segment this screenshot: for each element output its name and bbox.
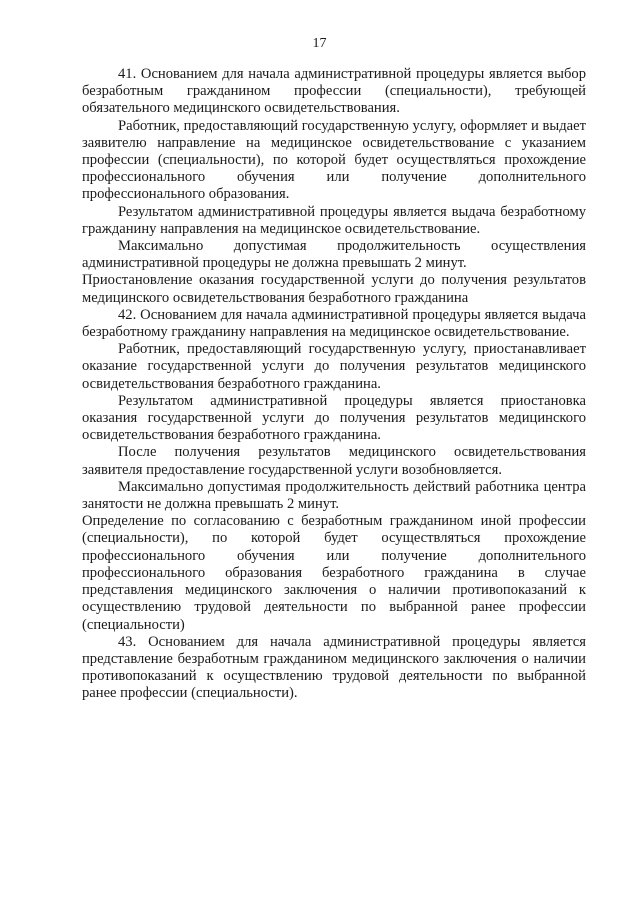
paragraph-42-employee: Работник, предоставляющий государственную услугу, приостанавливает оказание государственной услуги до получения результатов медицинского освидетельствования безработного гражданина. [82,341,586,392]
paragraph-41-duration: Максимально допустимая продолжительность осуществления административной процедуры не должна превышать 2 минут. [82,238,586,272]
paragraph-43-basis: 43. Основанием для начала административной процедуры является представление безработным гражданином медицинского заключения о наличии противопоказаний к осуществлению трудовой деятельности по выбранной ранее профессии (специальности). [82,633,586,702]
paragraph-41-basis: 41. Основанием для начала административной процедуры является выбор безработным гражданином профессии (специальности), требующей обязательного медицинского освидетельствования. [82,66,586,117]
section-heading-suspension: Приостановление оказания государственной услуги до получения результатов медицинского освидетельствования безработного гражданина [82,272,586,306]
paragraph-42-resume: После получения результатов медицинского освидетельствования заявителя предоставление государственной услуги возобновляется. [82,444,586,478]
document-body [82,66,586,703]
paragraph-42-result: Результатом административной процедуры является приостановка оказания государственной услуги до получения результатов медицинского освидетельствования безработного гражданина. [82,392,586,444]
section-41 [82,66,586,272]
paragraph-42-duration: Максимально допустимая продолжительность действий работника центра занятости не должна превышать 2 минут. [82,478,586,513]
section-heading-other-profession: Определение по согласованию с безработным гражданином иной профессии (специальности), по которой будет осуществляться прохождение профессионального обучения или получение дополнительного профессионального образования безработного гражданина в случае представления медицинского заключения о наличии противопоказаний к осуществлению трудовой деятельности по выбранной ранее профессии (специальности) [82,513,586,633]
paragraph-41-result: Результатом административной процедуры является выдача безработному гражданину направления на медицинское освидетельствование. [82,203,586,237]
paragraph-42-basis: 42. Основанием для начала административной процедуры является выдача безработному гражданину направления на медицинское освидетельствование. [82,306,586,341]
section-43 [82,634,586,703]
section-42 [82,307,586,513]
paragraph-41-employee: Работник, предоставляющий государственную услугу, оформляет и выдает заявителю направление на медицинское освидетельствование с указанием профессии (специальности), по которой будет осуществляться прохождение профессионального обучения или получение дополнительного профессионального образования. [82,117,586,203]
page-number: 17 [312,36,327,51]
